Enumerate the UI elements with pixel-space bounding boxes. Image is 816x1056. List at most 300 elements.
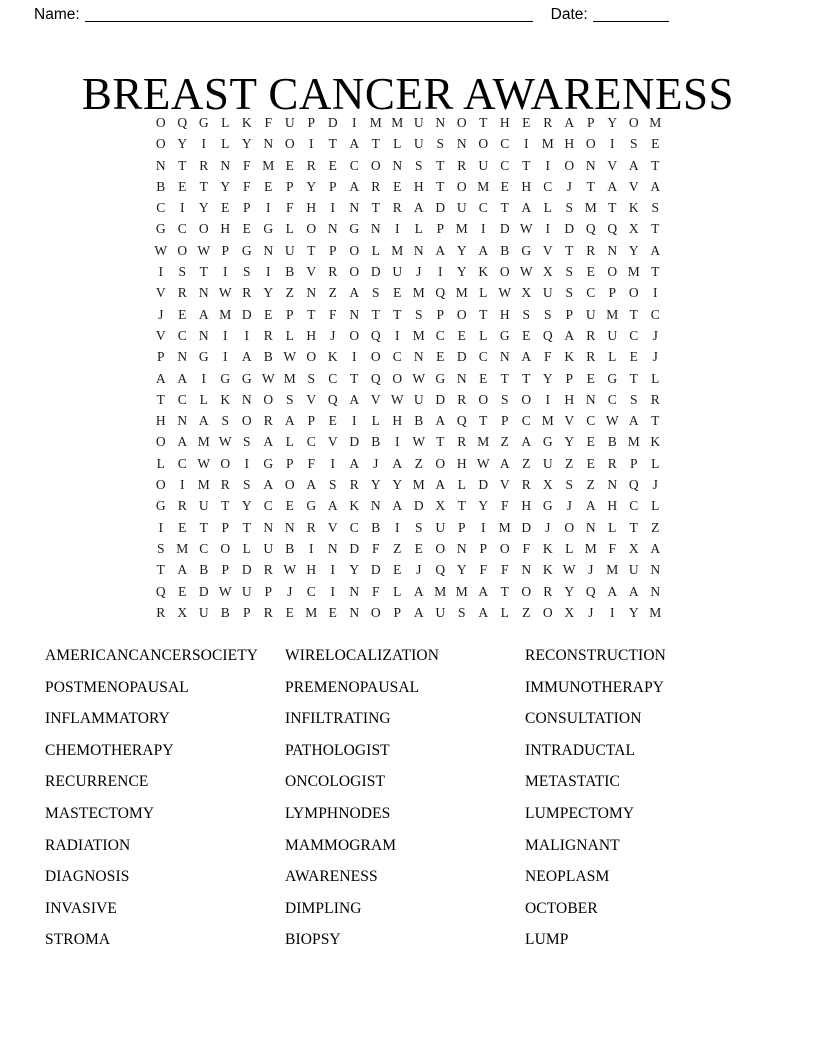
grid-letter[interactable]: Q [435,285,446,301]
grid-letter[interactable]: F [522,540,530,556]
grid-letter[interactable]: C [521,413,531,429]
grid-letter[interactable]: N [241,391,252,407]
grid-letter[interactable]: O [177,242,188,258]
grid-letter[interactable]: Z [522,604,531,620]
grid-letter[interactable]: N [177,413,188,429]
grid-letter[interactable]: S [221,413,229,429]
word-list-item[interactable]: CHEMOTHERAPY [45,741,174,759]
grid-letter[interactable]: U [263,540,274,556]
grid-letter[interactable]: P [242,200,251,216]
grid-letter[interactable]: P [479,540,487,556]
grid-letter[interactable]: J [566,498,572,514]
grid-letter[interactable]: V [306,264,317,280]
grid-letter[interactable]: T [307,242,316,258]
grid-letter[interactable]: R [521,477,531,493]
grid-letter[interactable]: R [607,455,617,471]
grid-letter[interactable]: L [221,115,230,130]
grid-letter[interactable]: A [349,391,360,407]
grid-letter[interactable]: O [284,136,295,152]
grid-letter[interactable]: Q [585,221,596,237]
word-list-item[interactable]: INFLAMMATORY [45,710,170,728]
grid-letter[interactable]: O [155,434,166,450]
grid-letter[interactable]: V [327,434,338,450]
grid-letter[interactable]: A [564,115,575,130]
grid-letter[interactable]: A [564,327,575,343]
grid-letter[interactable]: J [330,327,336,343]
grid-letter[interactable]: H [306,200,317,216]
grid-letter[interactable]: E [178,178,187,194]
grid-letter[interactable]: W [218,285,232,301]
grid-letter[interactable]: O [263,391,274,407]
grid-letter[interactable]: L [500,604,509,620]
grid-letter[interactable]: L [221,136,230,152]
grid-letter[interactable]: O [456,115,467,130]
word-list-item[interactable]: AMERICANCANCERSOCIETY [45,647,259,664]
grid-letter[interactable]: O [628,115,639,130]
grid-letter[interactable]: A [650,178,661,194]
grid-letter[interactable]: A [521,349,532,365]
grid-letter[interactable]: I [158,264,163,280]
word-list-item[interactable]: PATHOLOGIST [285,741,390,759]
grid-letter[interactable]: N [263,136,274,152]
grid-letter[interactable]: O [521,391,532,407]
grid-letter[interactable]: S [307,370,315,386]
grid-letter[interactable]: S [242,264,251,280]
grid-letter[interactable]: C [156,200,166,216]
grid-letter[interactable]: M [627,264,640,280]
grid-letter[interactable]: T [393,306,402,322]
grid-letter[interactable]: B [607,434,617,450]
grid-letter[interactable]: Q [155,583,166,599]
grid-letter[interactable]: O [220,540,231,556]
word-list-item[interactable]: STROMA [45,931,111,949]
grid-letter[interactable]: W [154,242,168,258]
grid-letter[interactable]: I [481,221,486,237]
grid-letter[interactable]: Z [522,455,531,471]
grid-letter[interactable]: J [416,264,422,280]
grid-letter[interactable]: H [306,562,317,578]
grid-letter[interactable]: X [542,477,553,493]
grid-letter[interactable]: O [585,136,596,152]
grid-letter[interactable]: M [305,604,318,620]
grid-letter[interactable]: N [650,562,661,578]
grid-letter[interactable]: M [391,242,404,258]
grid-letter[interactable]: E [178,583,187,599]
grid-letter[interactable]: N [263,519,274,535]
grid-letter[interactable]: K [478,264,489,280]
grid-letter[interactable]: O [349,264,360,280]
grid-letter[interactable]: I [309,540,314,556]
grid-letter[interactable]: E [393,285,402,301]
grid-letter[interactable]: T [436,434,445,450]
grid-letter[interactable]: M [262,157,275,173]
grid-letter[interactable]: C [586,285,596,301]
grid-letter[interactable]: T [199,264,208,280]
grid-letter[interactable]: C [435,327,445,343]
grid-letter[interactable]: G [198,349,209,365]
grid-letter[interactable]: D [370,264,381,280]
grid-letter[interactable]: C [328,370,338,386]
grid-letter[interactable]: S [414,157,423,173]
grid-letter[interactable]: Y [392,477,403,493]
grid-letter[interactable]: N [607,477,618,493]
grid-letter[interactable]: G [220,370,231,386]
grid-letter[interactable]: U [542,455,553,471]
word-list-item[interactable]: LUMPECTOMY [525,804,635,822]
grid-letter[interactable]: A [392,455,403,471]
grid-letter[interactable]: F [264,115,272,130]
grid-letter[interactable]: Z [651,519,660,535]
word-list-item[interactable]: LUMP [525,931,569,949]
grid-letter[interactable]: A [413,200,424,216]
grid-letter[interactable]: O [392,370,403,386]
grid-letter[interactable]: T [156,391,165,407]
grid-letter[interactable]: S [629,136,638,152]
grid-letter[interactable]: G [155,221,166,237]
grid-letter[interactable]: L [156,455,165,471]
grid-letter[interactable]: N [413,349,424,365]
grid-letter[interactable]: C [177,455,187,471]
grid-letter[interactable]: D [349,540,360,556]
grid-letter[interactable]: C [650,306,660,322]
grid-letter[interactable]: N [370,498,381,514]
grid-letter[interactable]: L [479,327,488,343]
grid-letter[interactable]: K [241,115,252,130]
grid-letter[interactable]: I [395,519,400,535]
grid-letter[interactable]: A [198,413,209,429]
grid-letter[interactable]: F [285,200,294,216]
grid-letter[interactable]: S [328,477,337,493]
grid-letter[interactable]: R [177,498,187,514]
grid-letter[interactable]: A [155,370,166,386]
grid-letter[interactable]: N [349,200,360,216]
grid-letter[interactable]: E [457,327,466,343]
grid-letter[interactable]: N [499,349,510,365]
grid-letter[interactable]: M [541,136,554,152]
grid-letter[interactable]: T [500,583,509,599]
grid-letter[interactable]: I [438,264,443,280]
grid-letter[interactable]: V [155,285,166,301]
grid-letter[interactable]: C [177,327,187,343]
word-list-item[interactable]: RECONSTRUCTION [525,647,666,664]
grid-letter[interactable]: G [542,498,553,514]
grid-letter[interactable]: R [586,327,596,343]
grid-letter[interactable]: A [585,498,596,514]
grid-letter[interactable]: N [607,242,618,258]
grid-letter[interactable]: W [218,583,232,599]
grid-letter[interactable]: U [542,285,553,301]
grid-letter[interactable]: D [478,477,489,493]
grid-letter[interactable]: S [629,391,638,407]
grid-letter[interactable]: N [456,136,467,152]
grid-letter[interactable]: L [457,477,466,493]
grid-letter[interactable]: C [177,221,187,237]
grid-letter[interactable]: H [499,306,510,322]
grid-letter[interactable]: D [435,200,446,216]
grid-letter[interactable]: R [392,200,402,216]
grid-letter[interactable]: P [500,413,509,429]
grid-letter[interactable]: Y [564,434,575,450]
grid-letter[interactable]: C [349,157,359,173]
grid-letter[interactable]: K [564,349,575,365]
grid-letter[interactable]: C [306,583,316,599]
grid-letter[interactable]: S [371,285,380,301]
grid-letter[interactable]: B [285,264,295,280]
grid-letter[interactable]: G [198,115,209,130]
grid-letter[interactable]: R [586,349,596,365]
grid-letter[interactable]: I [223,264,228,280]
grid-letter[interactable]: C [478,200,488,216]
grid-letter[interactable]: N [435,115,446,130]
grid-letter[interactable]: C [500,157,510,173]
grid-letter[interactable]: D [456,349,467,365]
grid-letter[interactable]: M [369,115,382,130]
grid-letter[interactable]: Q [435,562,446,578]
grid-letter[interactable]: S [651,200,659,216]
grid-letter[interactable]: T [522,370,531,386]
grid-letter[interactable]: G [607,370,618,386]
grid-letter[interactable]: I [610,604,615,620]
grid-letter[interactable]: T [371,306,380,322]
grid-letter[interactable]: G [349,221,360,237]
grid-letter[interactable]: R [177,285,187,301]
grid-letter[interactable]: P [608,285,616,301]
word-list-item[interactable]: INVASIVE [45,899,117,917]
grid-letter[interactable]: A [241,349,252,365]
grid-letter[interactable]: R [543,583,553,599]
grid-letter[interactable]: D [370,562,381,578]
grid-letter[interactable]: Y [607,115,618,130]
grid-letter[interactable]: H [456,455,467,471]
grid-letter[interactable]: L [199,391,208,407]
grid-letter[interactable]: X [628,540,639,556]
grid-letter[interactable]: R [586,242,596,258]
grid-letter[interactable]: Q [542,327,553,343]
grid-letter[interactable]: T [479,115,488,130]
grid-letter[interactable]: O [349,242,360,258]
grid-letter[interactable]: I [352,115,357,130]
grid-letter[interactable]: L [242,540,251,556]
grid-letter[interactable]: E [522,327,531,343]
grid-letter[interactable]: T [178,157,187,173]
grid-letter[interactable]: U [284,242,295,258]
grid-letter[interactable]: N [349,604,360,620]
grid-letter[interactable]: I [158,519,163,535]
grid-letter[interactable]: H [392,413,403,429]
grid-letter[interactable]: O [306,349,317,365]
grid-letter[interactable]: W [498,285,512,301]
grid-letter[interactable]: M [584,200,597,216]
grid-letter[interactable]: Y [306,178,317,194]
grid-letter[interactable]: O [241,413,252,429]
grid-letter[interactable]: B [414,413,424,429]
grid-letter[interactable]: S [500,391,509,407]
grid-letter[interactable]: U [478,157,489,173]
grid-letter[interactable]: S [543,306,552,322]
grid-letter[interactable]: S [242,477,251,493]
grid-letter[interactable]: A [263,477,274,493]
grid-letter[interactable]: C [478,349,488,365]
grid-letter[interactable]: T [629,519,638,535]
grid-letter[interactable]: F [543,349,552,365]
grid-letter[interactable]: R [263,327,273,343]
grid-letter[interactable]: R [457,157,467,173]
grid-letter[interactable]: K [650,434,661,450]
grid-letter[interactable]: F [371,583,380,599]
grid-letter[interactable]: M [176,540,189,556]
grid-letter[interactable]: D [241,306,252,322]
grid-letter[interactable]: A [392,498,403,514]
grid-letter[interactable]: A [607,178,618,194]
grid-letter[interactable]: R [242,285,252,301]
word-list-item[interactable]: BIOPSY [285,931,341,949]
grid-letter[interactable]: T [156,562,165,578]
grid-letter[interactable]: Y [456,242,467,258]
grid-letter[interactable]: Q [456,413,467,429]
grid-letter[interactable]: P [328,242,337,258]
grid-letter[interactable]: T [479,413,488,429]
grid-letter[interactable]: N [220,157,231,173]
grid-letter[interactable]: I [610,136,615,152]
grid-letter[interactable]: H [564,391,575,407]
grid-letter[interactable]: R [306,157,316,173]
grid-letter[interactable]: I [201,136,206,152]
grid-letter[interactable]: M [434,583,447,599]
grid-letter[interactable]: S [565,264,573,280]
grid-letter[interactable]: R [263,604,273,620]
grid-letter[interactable]: Z [586,477,595,493]
grid-letter[interactable]: W [197,455,211,471]
grid-letter[interactable]: K [542,540,553,556]
grid-letter[interactable]: S [156,540,165,556]
grid-letter[interactable]: I [330,562,335,578]
grid-letter[interactable]: H [413,178,424,194]
grid-letter[interactable]: Q [177,115,188,130]
word-list-item[interactable]: LYMPHNODES [285,804,391,822]
grid-letter[interactable]: E [500,178,509,194]
grid-letter[interactable]: A [177,370,188,386]
grid-letter[interactable]: A [349,178,360,194]
grid-letter[interactable]: J [652,477,658,493]
grid-letter[interactable]: M [649,604,662,620]
grid-letter[interactable]: M [584,540,597,556]
grid-letter[interactable]: N [650,583,661,599]
grid-letter[interactable]: A [435,242,446,258]
grid-letter[interactable]: N [585,519,596,535]
grid-letter[interactable]: A [349,455,360,471]
grid-letter[interactable]: O [478,136,489,152]
grid-letter[interactable]: E [629,349,638,365]
word-list-item[interactable]: OCTOBER [525,899,598,917]
grid-letter[interactable]: R [457,434,467,450]
grid-letter[interactable]: T [629,306,638,322]
grid-letter[interactable]: P [629,455,638,471]
grid-letter[interactable]: L [371,413,380,429]
grid-letter[interactable]: F [307,455,315,471]
grid-letter[interactable]: E [221,200,230,216]
grid-letter[interactable]: P [436,221,444,237]
grid-letter[interactable]: E [393,178,402,194]
grid-letter[interactable]: R [650,391,660,407]
grid-letter[interactable]: I [545,157,550,173]
grid-letter[interactable]: O [155,477,166,493]
grid-letter[interactable]: V [306,391,317,407]
grid-letter[interactable]: M [606,306,619,322]
grid-letter[interactable]: G [155,498,166,514]
grid-letter[interactable]: W [562,562,576,578]
grid-letter[interactable]: A [198,306,209,322]
grid-letter[interactable]: A [306,477,317,493]
word-list-item[interactable]: MASTECTOMY [45,804,155,822]
grid-letter[interactable]: E [242,221,251,237]
grid-letter[interactable]: P [307,115,315,130]
word-list-item[interactable]: RADIATION [45,836,131,854]
grid-letter[interactable]: A [327,498,338,514]
name-write-in-line[interactable] [85,8,533,22]
grid-letter[interactable]: W [519,221,533,237]
grid-letter[interactable]: T [350,370,359,386]
grid-letter[interactable]: N [306,285,317,301]
grid-letter[interactable]: L [371,242,380,258]
grid-letter[interactable]: X [435,498,446,514]
grid-letter[interactable]: Y [370,477,381,493]
grid-letter[interactable]: P [285,178,294,194]
grid-letter[interactable]: Z [328,285,337,301]
grid-letter[interactable]: H [499,115,510,130]
grid-letter[interactable]: C [199,540,209,556]
grid-letter[interactable]: J [652,327,658,343]
grid-letter[interactable]: M [606,562,619,578]
word-list-item[interactable]: MAMMOGRAM [285,836,397,854]
grid-letter[interactable]: F [371,540,380,556]
grid-letter[interactable]: K [220,391,231,407]
grid-letter[interactable]: T [651,157,660,173]
grid-letter[interactable]: W [283,562,297,578]
grid-letter[interactable]: G [499,327,510,343]
grid-letter[interactable]: G [263,221,274,237]
grid-letter[interactable]: L [608,349,617,365]
grid-letter[interactable]: O [607,264,618,280]
grid-letter[interactable]: P [264,583,272,599]
grid-letter[interactable]: H [155,413,166,429]
grid-letter[interactable]: Y [542,370,553,386]
grid-letter[interactable]: T [371,136,380,152]
grid-letter[interactable]: M [197,477,210,493]
grid-letter[interactable]: O [370,157,381,173]
grid-letter[interactable]: W [218,434,232,450]
grid-letter[interactable]: A [413,604,424,620]
grid-letter[interactable]: D [564,221,575,237]
grid-letter[interactable]: H [306,327,317,343]
grid-letter[interactable]: I [352,349,357,365]
grid-letter[interactable]: D [327,115,338,130]
grid-letter[interactable]: A [607,583,618,599]
grid-letter[interactable]: S [565,477,573,493]
grid-letter[interactable]: Z [500,434,509,450]
grid-letter[interactable]: T [457,498,466,514]
word-search-grid[interactable] [150,112,666,623]
grid-letter[interactable]: R [263,413,273,429]
word-list-item[interactable]: ONCOLOGIST [285,773,386,791]
grid-letter[interactable]: U [284,115,295,130]
grid-letter[interactable]: P [307,413,315,429]
grid-letter[interactable]: B [220,604,230,620]
grid-letter[interactable]: T [371,200,380,216]
grid-letter[interactable]: Q [370,327,381,343]
grid-letter[interactable]: C [586,413,596,429]
grid-letter[interactable]: Y [456,562,467,578]
grid-letter[interactable]: U [435,519,446,535]
